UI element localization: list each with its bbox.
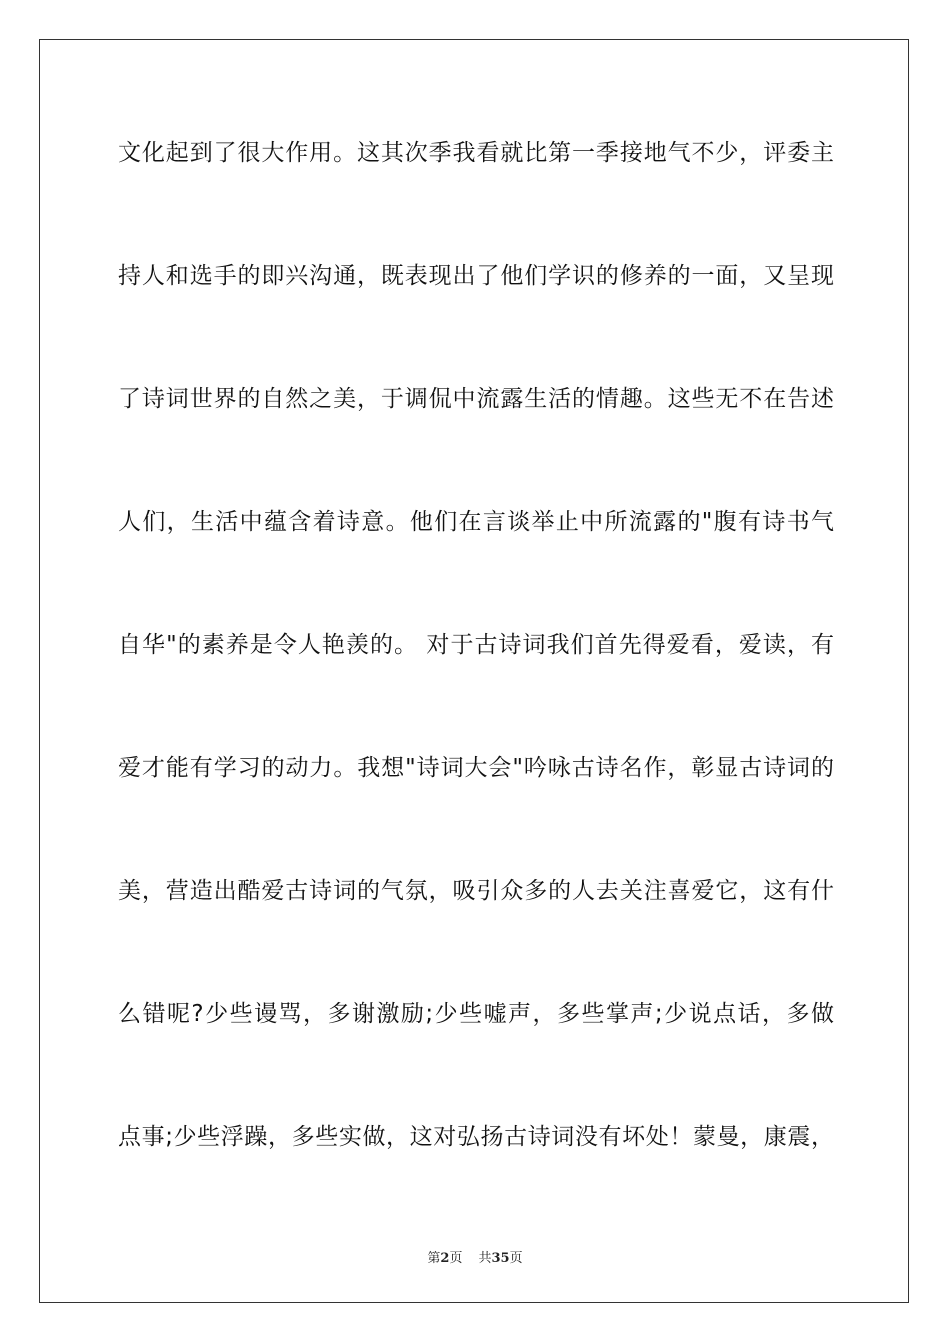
text-line: 爱才能有学习的动力。我想"诗词大会"吟咏古诗名作，彰显古诗词的 — [118, 755, 834, 781]
page-prefix: 第 — [427, 1251, 441, 1266]
total-suffix: 页 — [509, 1251, 523, 1266]
text-line: 持人和选手的即兴沟通，既表现出了他们学识的修养的一面，又呈现 — [118, 263, 834, 289]
page-suffix: 页 — [449, 1251, 463, 1266]
text-line: 美，营造出酷爱古诗词的气氛，吸引众多的人去关注喜爱它，这有什 — [118, 878, 834, 904]
text-line: 么错呢?少些谩骂，多谢激励;少些嘘声，多些掌声;少说点话，多做 — [118, 1001, 834, 1027]
text-line: 点事;少些浮躁，多些实做，这对弘扬古诗词没有坏处！蒙曼，康震， — [118, 1124, 834, 1150]
page-border — [39, 39, 909, 1303]
total-prefix: 共 — [478, 1251, 492, 1266]
text-line: 自华"的素养是令人艳羡的。 对于古诗词我们首先得爱看，爱读，有 — [118, 632, 834, 658]
page-number: 2 — [440, 1251, 450, 1266]
total-pages: 35 — [491, 1251, 510, 1266]
text-line: 文化起到了很大作用。这其次季我看就比第一季接地气不少，评委主 — [118, 140, 834, 166]
page-footer — [0, 1247, 950, 1266]
text-line: 了诗词世界的自然之美，于调侃中流露生活的情趣。这些无不在告述 — [118, 386, 834, 412]
text-line: 人们，生活中蕴含着诗意。他们在言谈举止中所流露的"腹有诗书气 — [118, 509, 834, 535]
